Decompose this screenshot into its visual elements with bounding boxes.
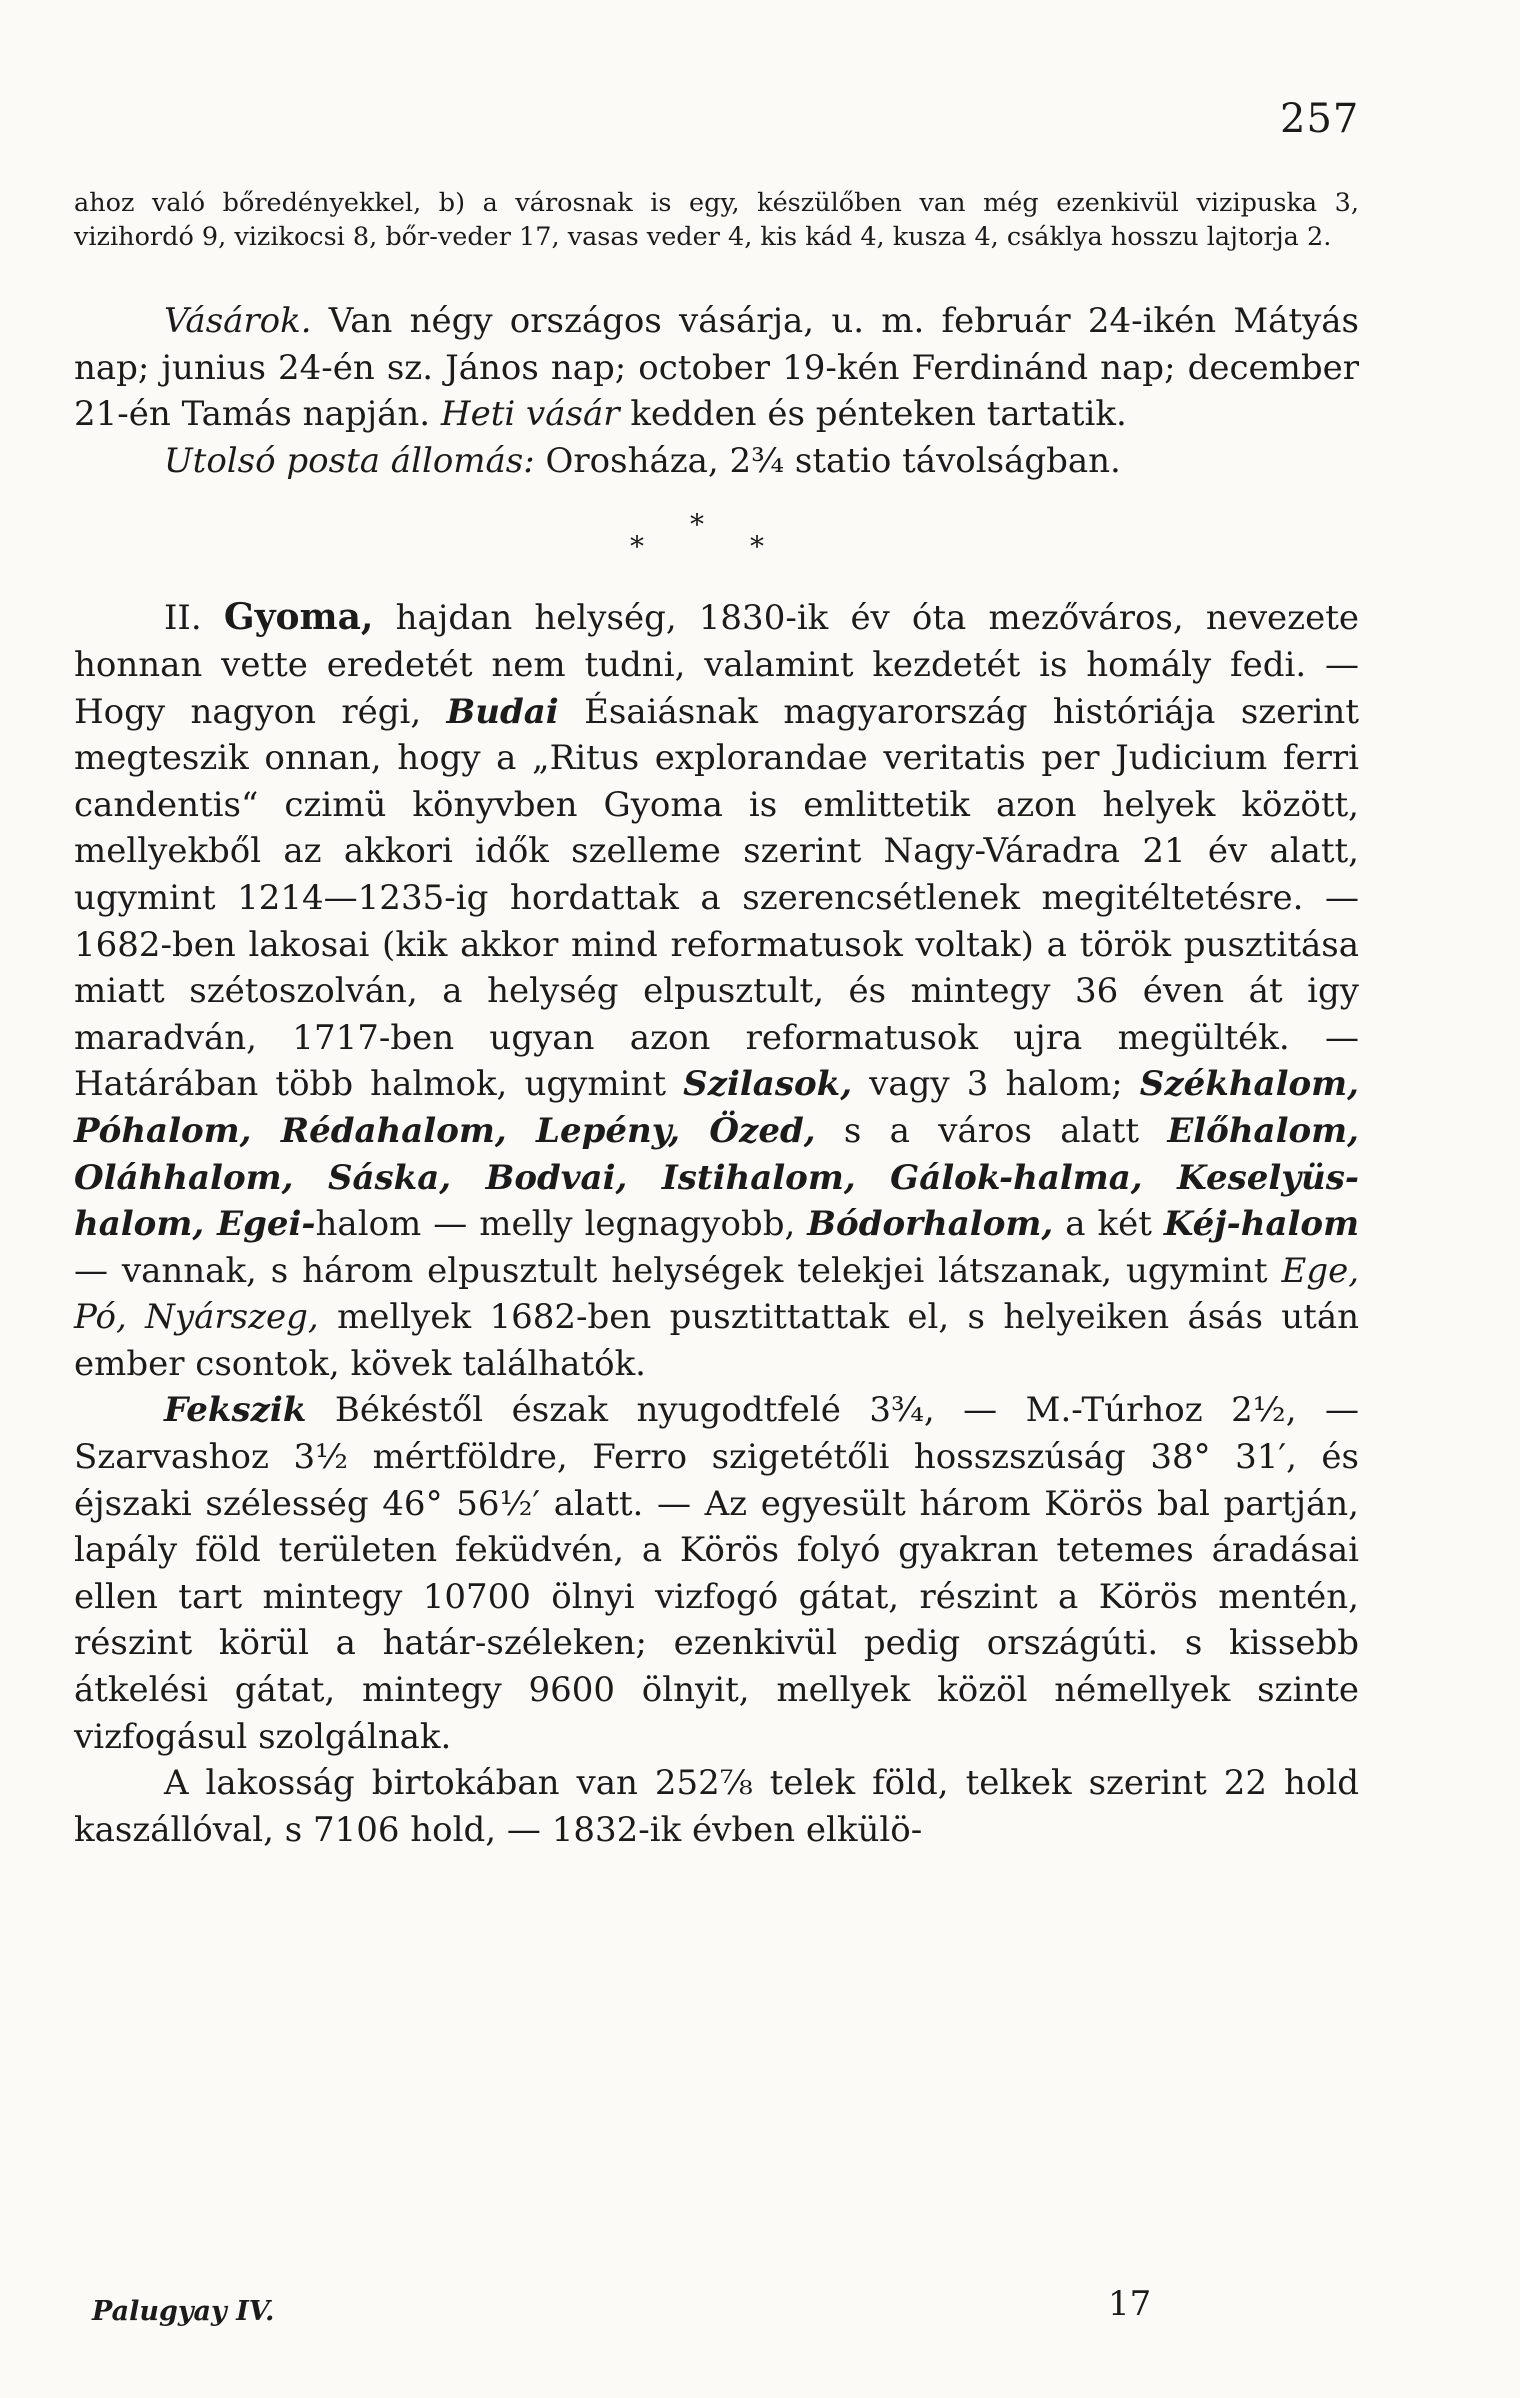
section-number: II. xyxy=(164,598,202,639)
emphasis: Bódorhalom, xyxy=(807,1204,1054,1245)
gyoma-paragraph-2 xyxy=(74,1387,1359,1760)
gyoma-paragraph-3: A lakosság birtokában van 252⅞ telek föld, telkek szerint 22 hold kaszállóval, s 7106 hold, — 1832-ik évben elkülö- xyxy=(74,1763,1359,1850)
printer-signature: Palugyay IV. xyxy=(92,2296,275,2327)
text-run: — vannak, s három elpusztult helységek telekjei látszanak, ugymint xyxy=(74,1250,1268,1291)
text-run: Békéstől észak nyugodtfelé 3¾, — M.-Túrhoz 2½, — Szarvashoz 3½ mértföldre, Ferro szigetétőli hosszszúság 38° 31′, és éjszaki szélesség 46° 56½′ alatt. — Az egyesült három Körös bal partján, lapály föld területen feküdvén, a Körös folyó gyakran tetemes áradásai ellen tart mintegy 10700 ölnyi vizfogó gátat, részint a Körös mentén, részint körül a határ-széleken; ezenkivül pedig országúti. s kissebb átkelési gátat, mintegy 9600 ölnyit, mellyek közöl némellyek szinte vizfogásul szolgálnak. xyxy=(74,1390,1360,1757)
fairs-text-2: kedden és pénteken tartatik. xyxy=(630,394,1127,435)
emphasis: Budai xyxy=(446,691,559,732)
text-run: mellyek 1682-ben pusztittattak el, s helyeiken ásás után ember csontok, kövek találhatók. xyxy=(74,1297,1359,1384)
post-label: Utolsó posta állomás: xyxy=(164,440,535,481)
text-run: Ésaiásnak magyarország históriája szerint megteszik onnan, hogy a „Ritus explorandae veritatis per Judicium ferri candentis“ czimü könyvben Gyoma is emlittetik azon helyek között, mellyekből az akkori idők szelleme szerint Nagy-Váradra 21 év alatt, ugymint 1214—1235-ig hordattak a szerencsétlenek megitéltetésre. — 1682-ben lakosai (kik akkor mind reformatusok voltak) a török pusztitása miatt szétoszolván, a helység elpusztult, és mintegy 36 éven át igy maradván, 1717-ben ugyan azon reformatusok ujra megülték. — Határában több halmok, ugymint xyxy=(74,691,1359,1105)
emphasis: Székhalom, Póhalom, Rédahalom, Lepény, Özed, xyxy=(74,1064,1359,1151)
post-paragraph xyxy=(74,438,1359,485)
sheet-number: 17 xyxy=(1108,2284,1152,2324)
emphasis: Ege, Pó, Nyárszeg, xyxy=(74,1250,1360,1338)
fairs-text-1: Van négy országos vásárja, u. m. február 24-ikén Mátyás nap; junius 24-én sz. János nap; october 19-kén Ferdinánd nap; december 21-én Tamás napján. xyxy=(74,301,1359,435)
fairs-paragraph xyxy=(74,298,1359,438)
separator-star: * xyxy=(690,508,704,542)
main-text xyxy=(74,298,1359,1853)
separator-star: * xyxy=(630,530,644,564)
gyoma-paragraph-1 xyxy=(74,594,1359,1387)
fairs-heading: Vásárok. xyxy=(164,301,312,341)
text-run: hajdan helység, 1830-ik év óta mezőváros, nevezete honnan vette eredetét nem tudni, valamint kezdetét is homály fedi. — Hogy nagyon régi, xyxy=(74,598,1359,732)
emphasis: Kéj-halom xyxy=(1163,1204,1360,1245)
text-run: halom — melly legnagyobb, xyxy=(315,1204,796,1245)
page-number: 257 xyxy=(1280,96,1360,142)
weekly-market-label: Heti vásár xyxy=(440,394,620,435)
text-run: a két xyxy=(1065,1204,1152,1245)
place-name: Gyoma, xyxy=(223,596,374,639)
emphasis: Fekszik xyxy=(164,1390,307,1431)
intro-paragraph: ahoz való bőredényekkel, b) a városnak is egy, készülőben van még ezenkivül vizipuska 3, vizihordó 9, vizikocsi 8, bőr-veder 17, vasas veder 4, kis kád 4, kusza 4, csáklya hosszu lajtorja 2. xyxy=(74,188,1359,252)
text-run: s a város alatt xyxy=(843,1110,1139,1151)
emphasis: Előhalom, Oláhhalom, Sáska, Bodvai, Istihalom, Gálok-halma, Keselyüs-halom, Egei- xyxy=(74,1110,1359,1245)
post-text: Orosháza, 2¾ statio távolságban. xyxy=(545,440,1121,481)
separator-stars xyxy=(74,484,1359,594)
text-run: vagy 3 halom; xyxy=(869,1064,1123,1105)
separator-star: * xyxy=(750,530,764,564)
emphasis: Szilasok, xyxy=(683,1064,853,1105)
